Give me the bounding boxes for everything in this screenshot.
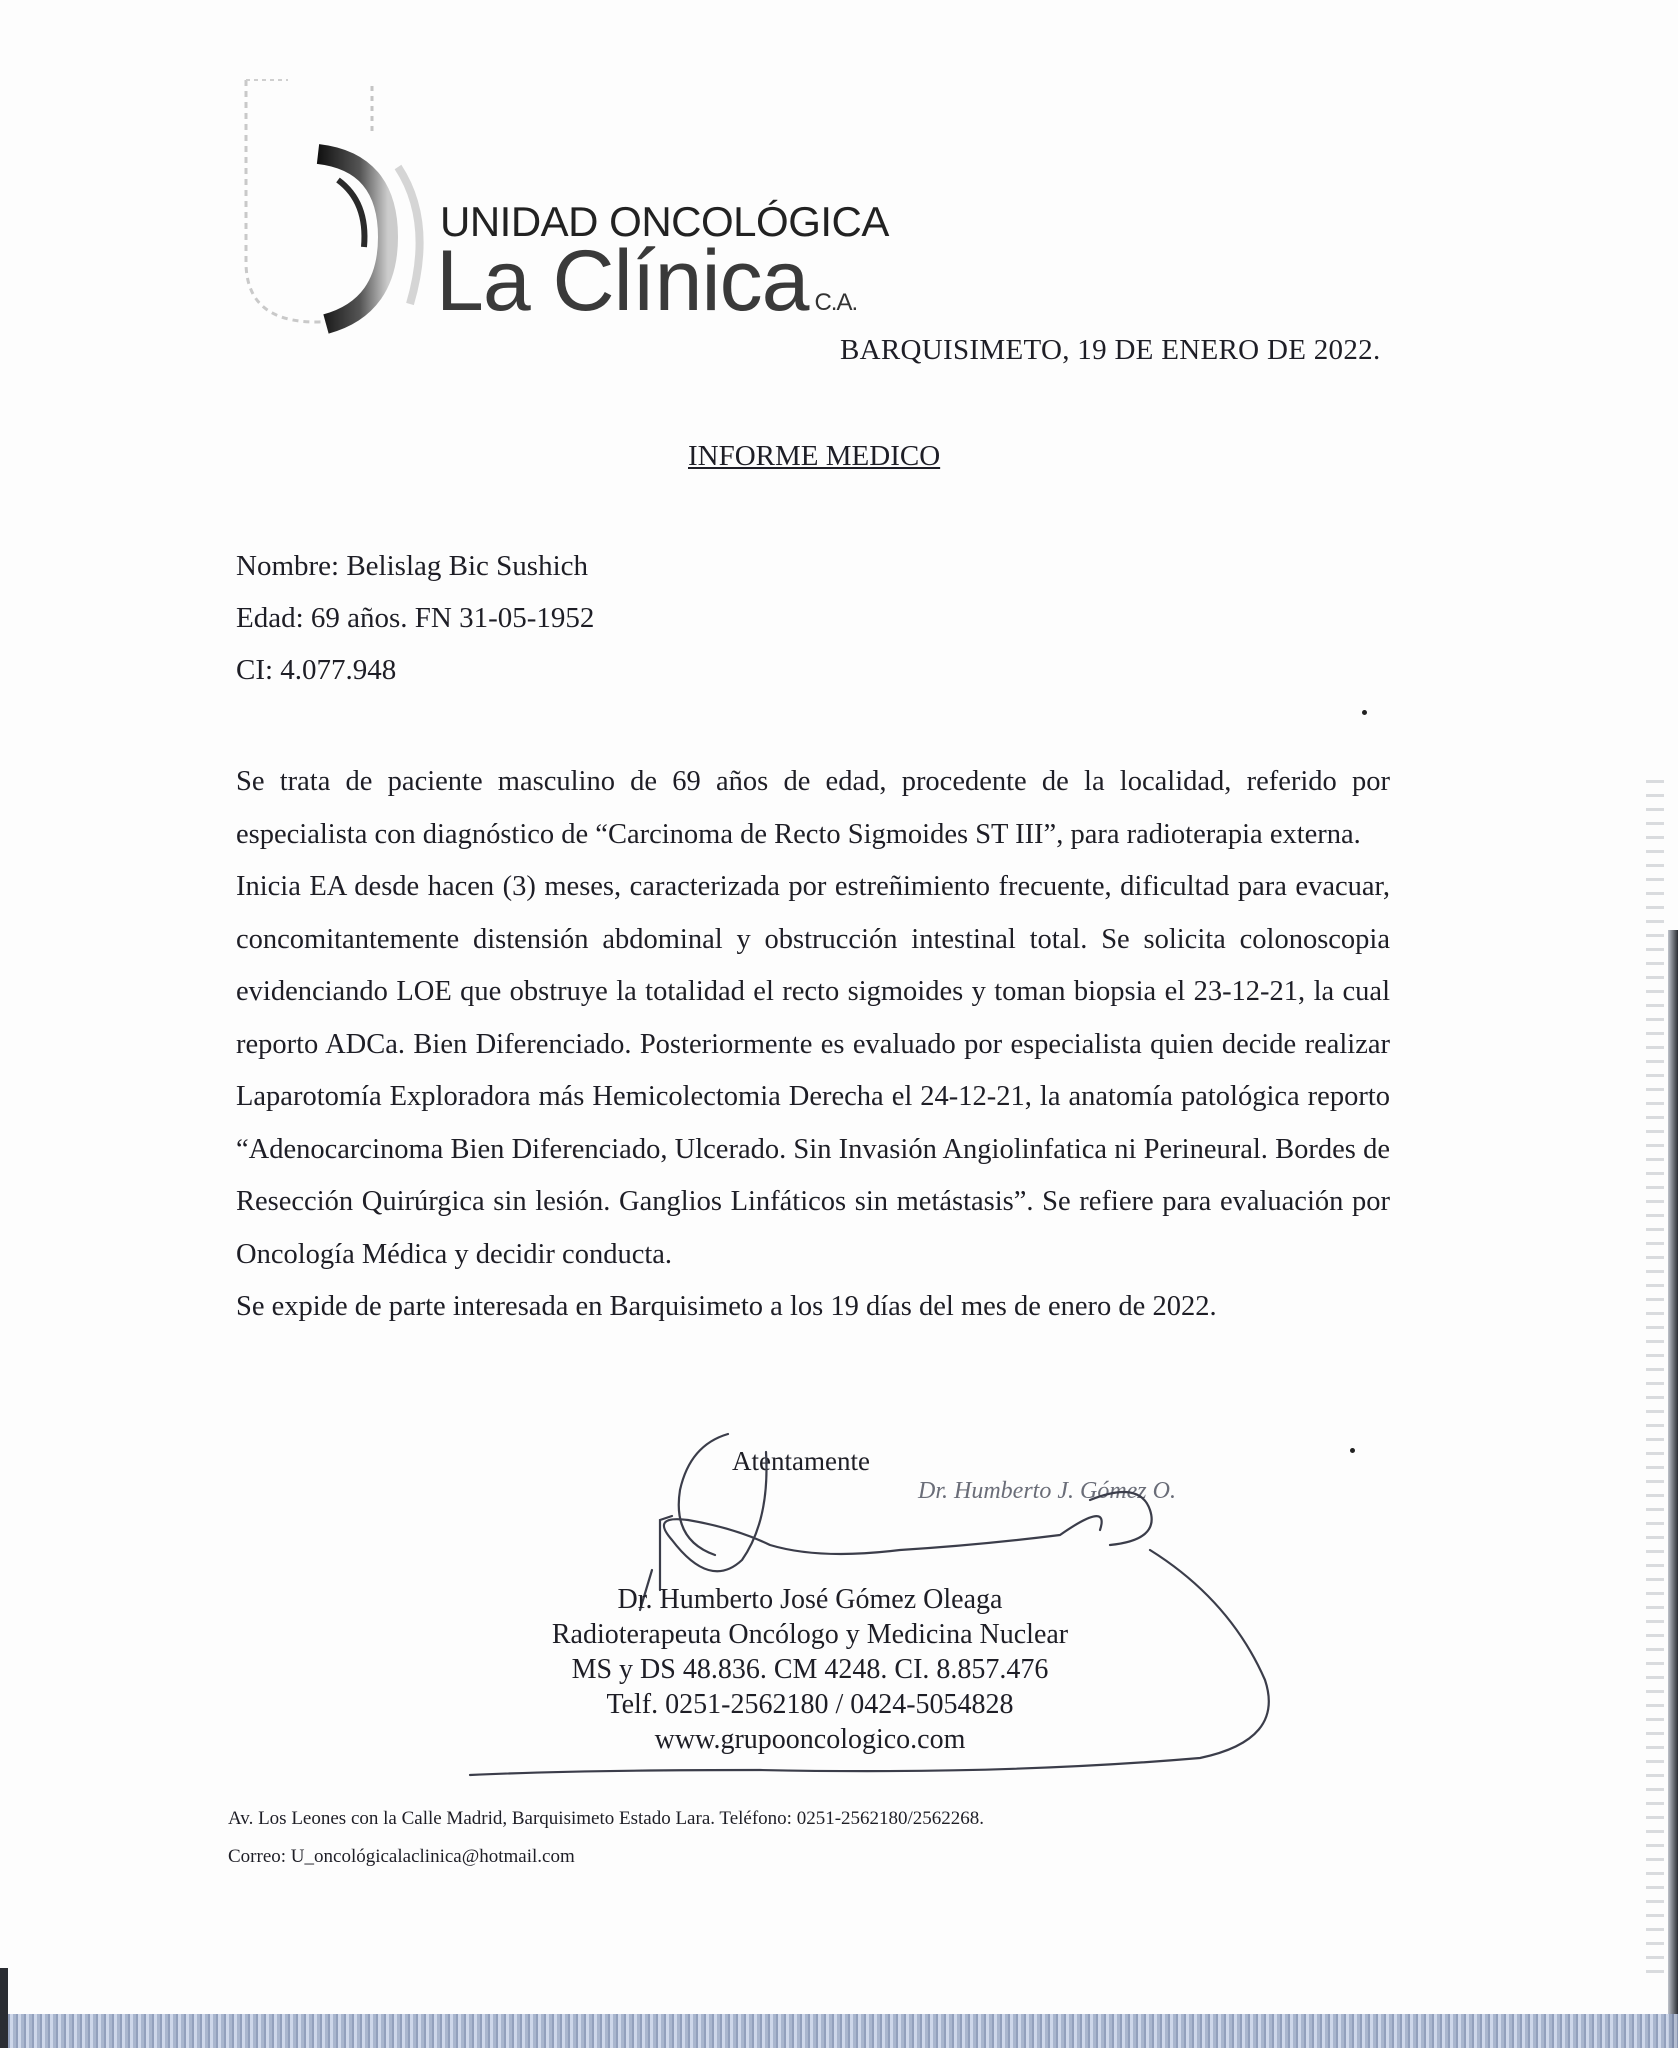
closing-salutation: Atentamente [732, 1446, 870, 1476]
document-title: INFORME MEDICO [688, 440, 941, 472]
report-paragraph: Inicia EA desde hacen (3) meses, caracterizada por estreñimiento frecuente, dificultad para evacuar, concomitantemente distensión abdominal y obstrucción intestinal total. Se solicita colonoscopia evidenciando LOE que obstruye la totalidad el recto sigmoides y toman biopsia el 23-12-21, la cual reporto ADCa. Bien Diferenciado. Posteriormente es evaluado por especialista quien decide realizar Laparotomía Exploradora más Hemicolectomia Derecha el 24-12-21, la anatomía patológica reporto “Adenocarcinoma Bien Diferenciado, Ulcerado. Sin Invasión Angiolinfatica ni Perineural. Bordes de Resección Quirúrgica sin lesión. Ganglios Linfáticos sin metástasis”. Se refiere para evaluación por Oncología Médica y decidir conducta. [236, 871, 1390, 1270]
logo-org-line2 [436, 232, 857, 331]
report-paragraph: Se trata de paciente masculino de 69 años de edad, procedente de la localidad, referido por especialista con diagnóstico de “Carcinoma de Recto Sigmoides ST III”, para radioterapia externa. [236, 766, 1390, 850]
logo-org-name: La Clínica [436, 233, 809, 329]
logo-org-line1: UNIDAD ONCOLÓGICA [440, 198, 889, 245]
scan-speck [1350, 1448, 1355, 1453]
doctor-stamp: Dr. Humberto J. Gómez O. [918, 1478, 1176, 1504]
patient-info [236, 540, 594, 696]
scan-edge-artifact [1668, 930, 1678, 2048]
signer-name: Dr. Humberto José Gómez Oleaga [617, 1584, 1003, 1615]
signer-registry: MS y DS 48.836. CM 4248. CI. 8.857.476 [571, 1654, 1049, 1685]
scan-edge-artifact [0, 2014, 1678, 2048]
signer-phone: Telf. 0251-2562180 / 0424-5054828 [606, 1689, 1014, 1720]
signer-website: www.grupooncologico.com [654, 1724, 966, 1755]
document-date: BARQUISIMETO, 19 DE ENERO DE 2022. [840, 334, 1381, 366]
report-body [236, 756, 1390, 1334]
document-footer [228, 1800, 984, 1876]
scan-speck [1362, 710, 1367, 715]
clinic-logo-mark-icon [238, 72, 438, 342]
scan-edge-artifact [0, 1968, 8, 2048]
signer-block [480, 1582, 1140, 1757]
scan-edge-artifact [1646, 780, 1664, 1980]
footer-email: Correo: U_oncológicalaclinica@hotmail.com [228, 1846, 575, 1867]
patient-age: Edad: 69 años. FN 31-05-1952 [236, 602, 595, 634]
logo-org-suffix: C.A. [814, 289, 858, 316]
patient-name: Nombre: Belislag Bic Sushich [236, 550, 588, 582]
signer-specialty: Radioterapeuta Oncólogo y Medicina Nuclear [551, 1619, 1069, 1650]
patient-id: CI: 4.077.948 [236, 654, 397, 686]
report-paragraph: Se expide de parte interesada en Barquisimeto a los 19 días del mes de enero de 2022. [236, 1291, 1217, 1322]
clinic-logo [238, 72, 889, 342]
footer-address: Av. Los Leones con la Calle Madrid, Barquisimeto Estado Lara. Teléfono: 0251-2562180/2562268. [228, 1808, 985, 1829]
